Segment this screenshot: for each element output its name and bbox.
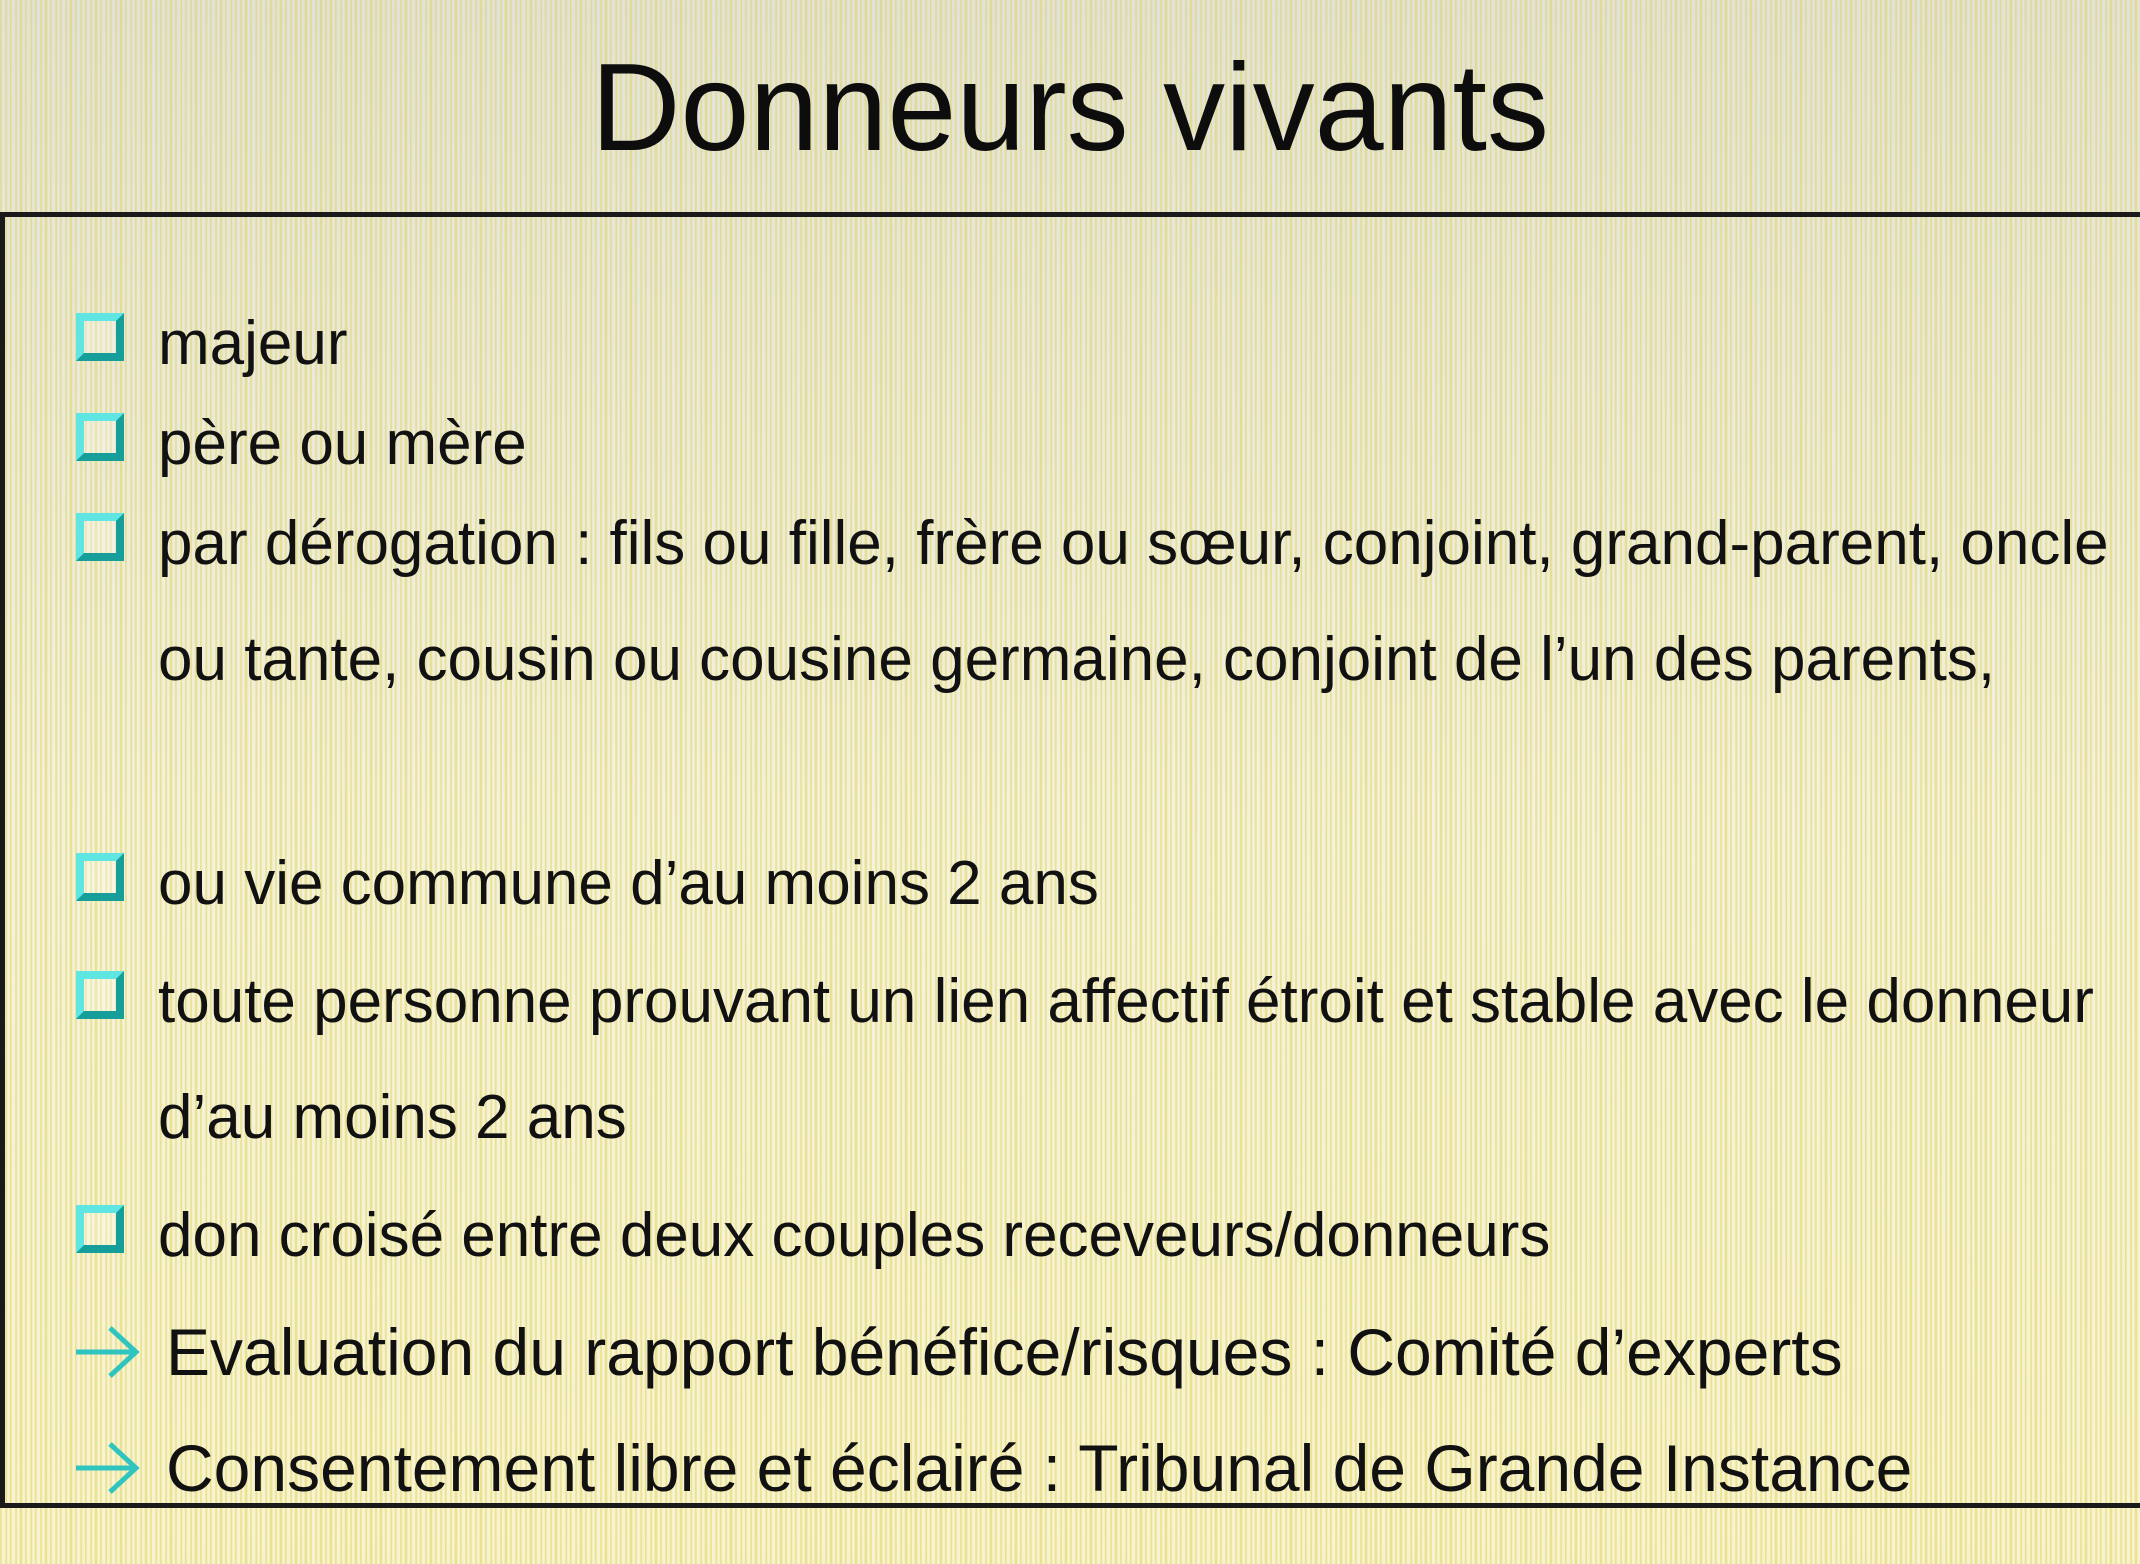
- bullet-text: don croisé entre deux couples receveurs/donneurs: [158, 1201, 1551, 1270]
- bullet-text: Consentement libre et éclairé : Tribunal de Grande Instance: [166, 1431, 1913, 1505]
- bullet-text: Evaluation du rapport bénéfice/risques : Comité d’experts: [166, 1315, 1843, 1389]
- square-bullet-icon: [76, 853, 124, 901]
- square-bullet-icon: [76, 413, 124, 461]
- bullet-text: père ou mère: [158, 409, 527, 478]
- bullet-text: par dérogation : fils ou fille, frère ou sœur, conjoint, grand-parent, oncle ou tante, cousin ou cousine germaine, conjoint de l’un des parents,: [158, 509, 2109, 694]
- bullet-text: majeur: [158, 309, 348, 378]
- bullet-text: toute personne prouvant un lien affectif étroit et stable avec le donneur d’au moins 2 ans: [158, 967, 2094, 1152]
- square-bullet-icon: [76, 513, 124, 561]
- bullet-text: ou vie commune d’au moins 2 ans: [158, 849, 1099, 918]
- slide-title: Donneurs vivants: [590, 39, 1550, 177]
- arrow-right-icon: [72, 1322, 142, 1382]
- square-bullet-icon: [76, 313, 124, 361]
- arrow-right-icon: [72, 1438, 142, 1498]
- square-bullet-icon: [76, 1205, 124, 1253]
- square-bullet-icon: [76, 971, 124, 1019]
